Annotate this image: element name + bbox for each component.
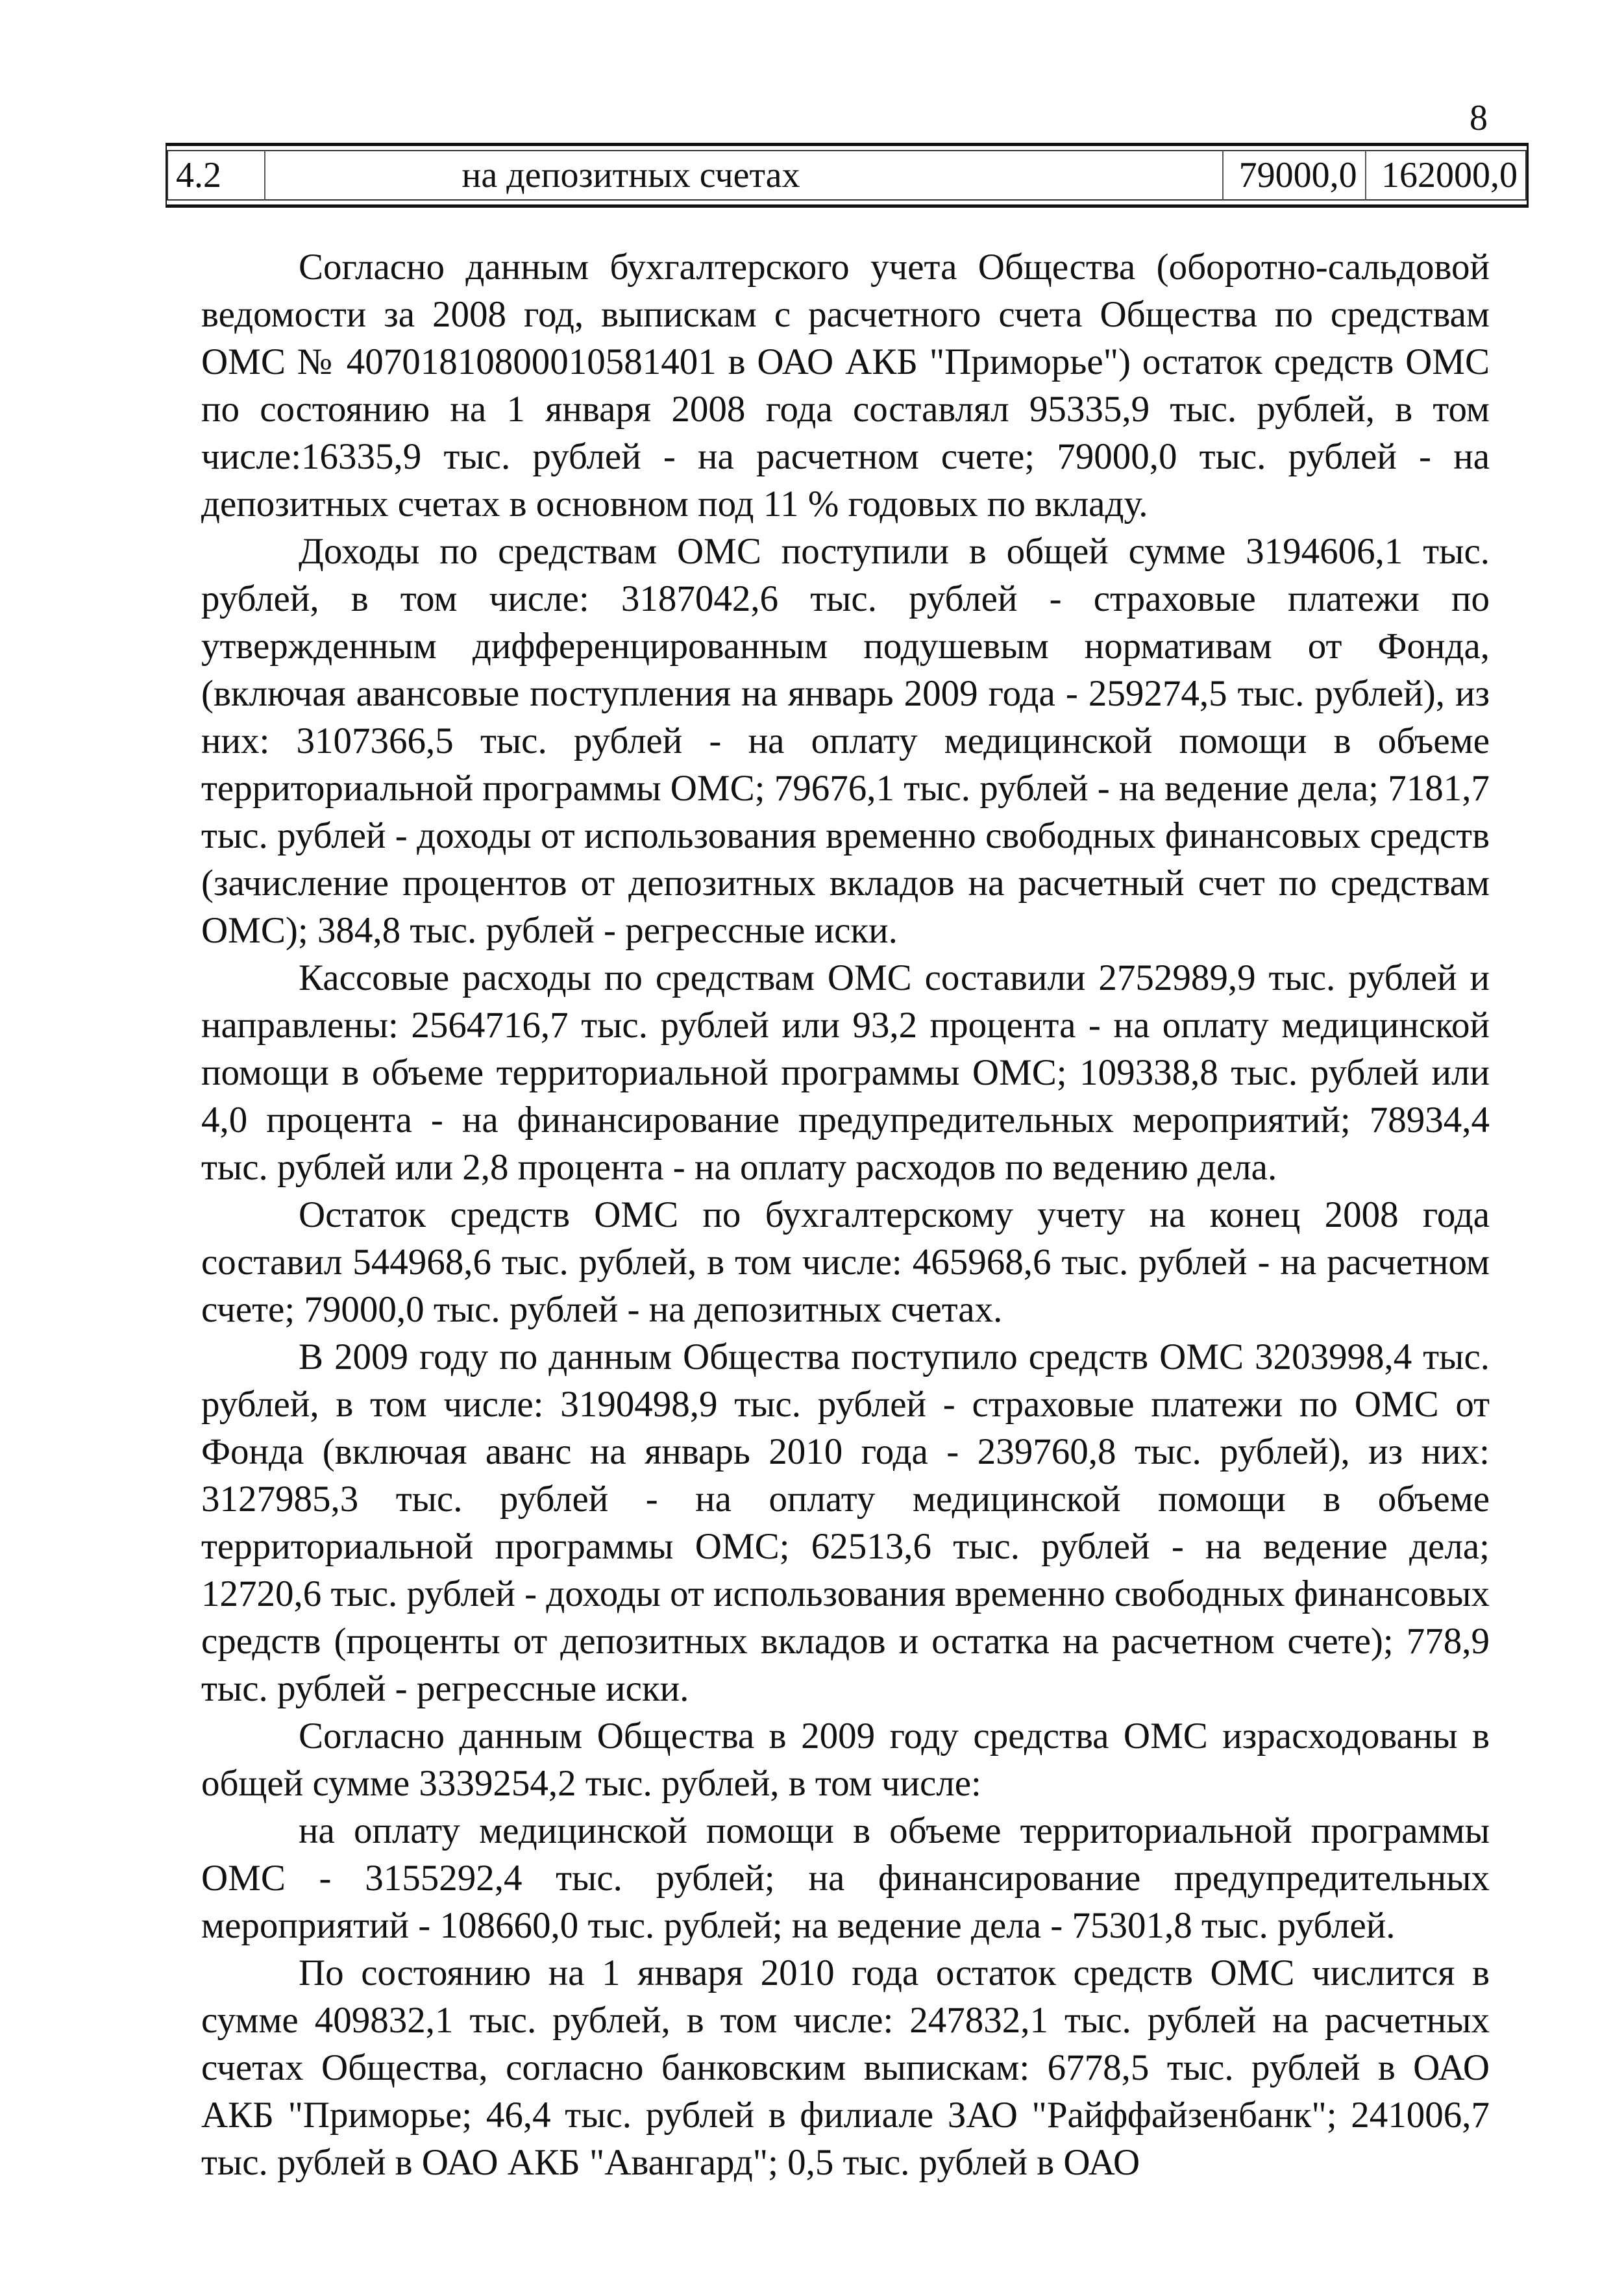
paragraph-closing-balance-2008: Остаток средств ОМС по бухгалтерскому учету на конец 2008 года составил 544968,6 тыс. рублей, в том числе: 465968,6 тыс. рублей - на расчетном счете; 79000,0 тыс. рублей - на депозитных счетах. [201, 1194, 1490, 1330]
paragraph-income-2008: Доходы по средствам ОМС поступили в общей сумме 3194606,1 тыс. рублей, в том числе: 3187042,6 тыс. рублей - страховые платежи по утвержденным дифференцированным подушевым нормативам от Фонда, (включая авансовые поступления на январь 2009 года - 259274,5 тыс. рублей), из них: 3107366,5 тыс. рублей - на оплату медицинской помощи в объеме территориальной программы ОМС; 79676,1 тыс. рублей - на ведение дела; 7181,7 тыс. рублей - доходы от использования временно свободных финансовых средств (зачисление процентов от депозитных вкладов на расчетный счет по средствам ОМС); 384,8 тыс. рублей - регрессные иски. [201, 531, 1490, 951]
paragraph-income-2009: В 2009 году по данным Общества поступило средств ОМС 3203998,4 тыс. рублей, в том числе: 3190498,9 тыс. рублей - страховые платежи по ОМС от Фонда (включая аванс на январь 2010 года - 239760,8 тыс. рублей), из них: 3127985,3 тыс. рублей - на оплату медицинской помощи в объеме территориальной программы ОМС; 62513,6 тыс. рублей - на ведение дела; 12720,6 тыс. рублей - доходы от использования временно свободных финансовых средств (проценты от депозитных вкладов и остатка на расчетном счете); 778,9 тыс. рублей - регрессные иски. [201, 1337, 1490, 1709]
table-cell-number: 4.2 [167, 150, 264, 201]
table-cell-value-2: 162000,0 [1365, 150, 1527, 201]
paragraph-expenses-2009-intro: Согласно данным Общества в 2009 году средства ОМС израсходованы в общей сумме 3339254,2 тыс. рублей, в том числе: [201, 1716, 1490, 1804]
document-body [201, 243, 1490, 2186]
table-cell-label: на депозитных счетах [264, 150, 1223, 201]
paragraph-balance-2010: По состоянию на 1 января 2010 года остаток средств ОМС числится в сумме 409832,1 тыс. рублей, в том числе: 247832,1 тыс. рублей на расчетных счетах Общества, согласно банковским выпискам: 6778,5 тыс. рублей в ОАО АКБ "Приморье; 46,4 тыс. рублей в филиале ЗАО "Райффайзенбанк"; 241006,7 тыс. рублей в ОАО АКБ "Авангард"; 0,5 тыс. рублей в ОАО [201, 1953, 1490, 2183]
paragraph-opening-balance-2008: Согласно данным бухгалтерского учета Общества (оборотно-сальдовой ведомости за 2008 год, выпискам с расчетного счета Общества по средствам ОМС № 40701810800010581401 в ОАО АКБ "Приморье") остаток средств ОМС по состоянию на 1 января 2008 года составлял 95335,9 тыс. рублей, в том числе:16335,9 тыс. рублей - на расчетном счете; 79000,0 тыс. рублей - на депозитных счетах в основном под 11 % годовых по вкладу. [201, 247, 1490, 524]
table-row [166, 143, 1529, 208]
table-cell-value-1: 79000,0 [1222, 150, 1364, 201]
page-number: 8 [1470, 98, 1488, 138]
paragraph-expenses-2008: Кассовые расходы по средствам ОМС составили 2752989,9 тыс. рублей и направлены: 2564716,7 тыс. рублей или 93,2 процента - на оплату медицинской помощи в объеме территориальной программы ОМС; 109338,8 тыс. рублей или 4,0 процента - на финансирование предупредительных мероприятий; 78934,4 тыс. рублей или 2,8 процента - на оплату расходов по ведению дела. [201, 957, 1490, 1188]
paragraph-expenses-2009-items: на оплату медицинской помощи в объеме территориальной программы ОМС - 3155292,4 тыс. рублей; на финансирование предупредительных мероприятий - 108660,0 тыс. рублей; на ведение дела - 75301,8 тыс. рублей. [201, 1810, 1490, 1946]
